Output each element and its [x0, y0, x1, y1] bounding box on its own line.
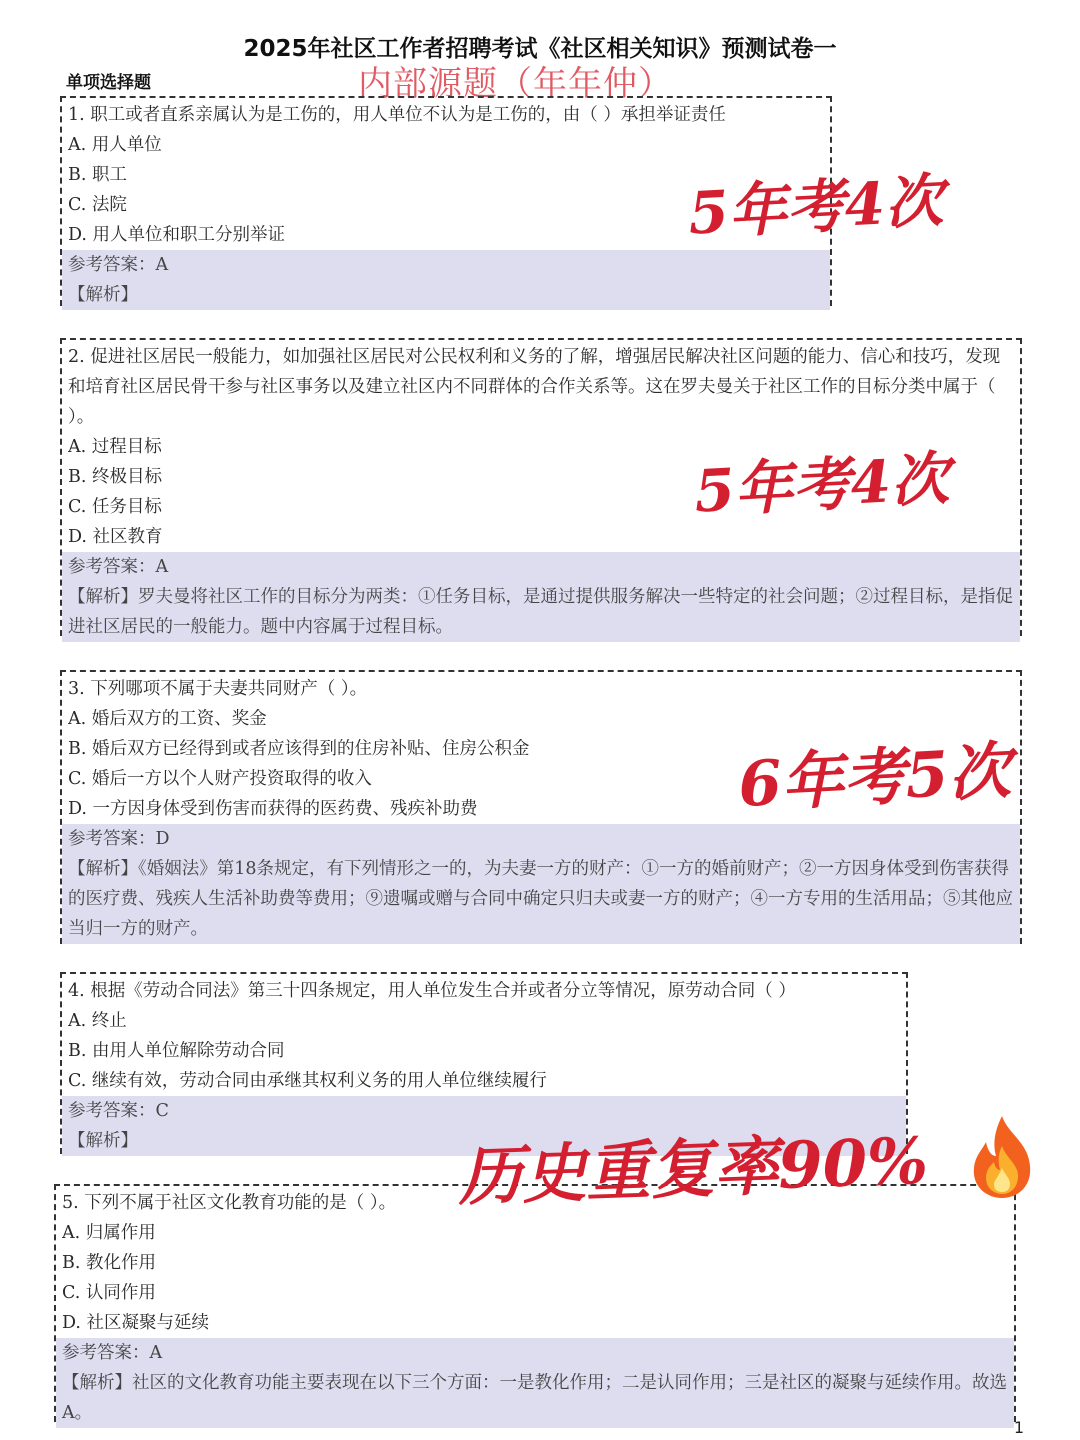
option-d: D. 社区凝聚与延续 — [62, 1313, 210, 1333]
analysis: 【解析】 — [68, 1131, 138, 1151]
page-number: 1 — [1013, 1418, 1024, 1437]
question-stem: 4. 根据《劳动合同法》第三十四条规定，用人单位发生合并或者分立等情况，原劳动合同（ ） — [68, 981, 796, 1001]
question-stem: 2. 促进社区居民一般能力，如加强社区居民对公民权利和义务的了解，增强居民解决社区问题的能力、信心和技巧，发现和培育社区居民骨干参与社区事务以及建立社区内不同群体的合作关系等。这在罗夫曼关于社区工作的目标分类中属于（ ）。 — [68, 347, 1001, 427]
analysis: 【解析】罗夫曼将社区工作的目标分为两类：①任务目标，是通过提供服务解决一些特定的社会问题；②过程目标，是指促进社区居民的一般能力。题中内容属于过程目标。 — [68, 587, 1013, 637]
option-a: A. 婚后双方的工资、奖金 — [68, 709, 267, 729]
option-a: A. 终止 — [68, 1011, 127, 1031]
analysis: 【解析】《婚姻法》第18条规定，有下列情形之一的，为夫妻一方的财产：①一方的婚前财产；②一方因身体受到伤害获得的医疗费、残疾人生活补助费等费用；⑨遗嘱或赠与合同中确定只归夫或妻一方的财产；④一方专用的生活用品；⑤其他应当归一方的财产。 — [68, 859, 1013, 939]
handwritten-note-repeat-rate: 历史重复率90% — [457, 1123, 930, 1216]
watermark: 内部源题（年年仲） — [358, 64, 673, 104]
option-c: C. 认同作用 — [62, 1283, 156, 1303]
reference-answer: 参考答案：A — [68, 557, 169, 577]
handwritten-note-frequency-2: 5年考4次 — [692, 444, 951, 526]
reference-answer: 参考答案：C — [68, 1101, 169, 1121]
option-b: B. 由用人单位解除劳动合同 — [68, 1041, 285, 1061]
reference-answer: 参考答案：A — [68, 255, 169, 275]
analysis: 【解析】社区的文化教育功能主要表现在以下三个方面：一是教化作用；二是认同作用；三是社区的凝聚与延续作用。故选A。 — [62, 1373, 1007, 1423]
question-stem: 1. 职工或者直系亲属认为是工伤的，用人单位不认为是工伤的，由（ ）承担举证责任 — [68, 105, 726, 125]
option-b: B. 职工 — [68, 165, 127, 185]
document-title: 2025年社区工作者招聘考试《社区相关知识》预测试卷一 — [243, 36, 837, 62]
option-b: B. 终极目标 — [68, 467, 162, 487]
reference-answer: 参考答案：D — [68, 829, 170, 849]
option-c: C. 继续有效，劳动合同由承继其权利义务的用人单位继续履行 — [68, 1071, 547, 1091]
option-c: C. 法院 — [68, 195, 127, 215]
handwritten-note-frequency-1: 5年考4次 — [686, 166, 945, 248]
option-d: D. 用人单位和职工分别举证 — [68, 225, 286, 245]
option-b: B. 婚后双方已经得到或者应该得到的住房补贴、住房公积金 — [68, 739, 530, 759]
reference-answer: 参考答案：A — [62, 1343, 163, 1363]
option-a: A. 用人单位 — [68, 135, 162, 155]
answer-area — [62, 250, 830, 310]
answer-area — [62, 824, 1020, 944]
question-card-5 — [54, 1184, 1016, 1422]
option-b: B. 教化作用 — [62, 1253, 156, 1273]
answer-area — [62, 552, 1020, 642]
question-stem: 5. 下列不属于社区文化教育功能的是（ ）。 — [62, 1193, 397, 1213]
analysis: 【解析】 — [68, 285, 138, 305]
section-label: 单项选择题 — [66, 73, 151, 93]
question-stem: 3. 下列哪项不属于夫妻共同财产（ ）。 — [68, 679, 368, 699]
option-a: A. 归属作用 — [62, 1223, 156, 1243]
option-c: C. 婚后一方以个人财产投资取得的收入 — [68, 769, 372, 789]
fire-icon — [962, 1112, 1042, 1202]
option-c: C. 任务目标 — [68, 497, 162, 517]
answer-area — [56, 1338, 1014, 1428]
option-d: D. 社区教育 — [68, 527, 163, 547]
handwritten-note-frequency-3: 6年考5次 — [736, 733, 1013, 822]
option-d: D. 一方因身体受到伤害而获得的医药费、残疾补助费 — [68, 799, 478, 819]
option-a: A. 过程目标 — [68, 437, 162, 457]
